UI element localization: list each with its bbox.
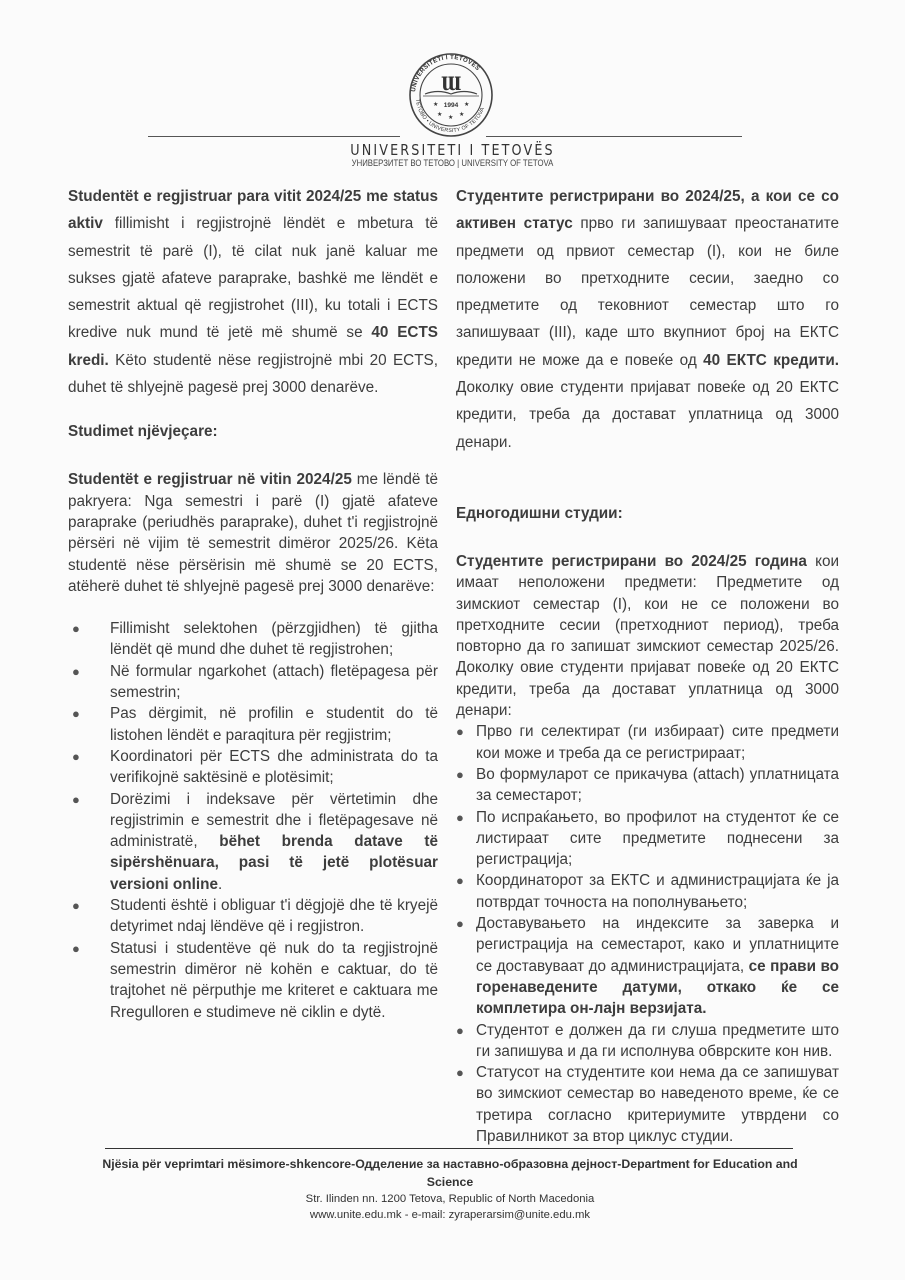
list-item: ● Pas dërgimit, në profilin e studentit do të listohen lëndët e paraqitura për regjistrim;: [72, 705, 438, 744]
bullet-icon: ●: [456, 724, 464, 740]
list-item: ● По испраќањето, во профилот на студентот ќе се листираат сите предметите поднесени за регистрација;: [456, 808, 839, 869]
bullet-icon: ●: [72, 791, 80, 807]
svg-text:★: ★: [437, 112, 443, 118]
list-item: ● Прво ги селектират (ги избираат) сите предмети кои може и треба да се регистрираат;: [456, 723, 839, 762]
credit-limit: 40 ECTS kredi.: [68, 324, 439, 369]
section-paragraph: Студентите регистрирани во 2024/25 година кои имаат неположени предмети: Предметите од зимскиот семестар (I), кои не се положени во претходните сесии (претходниот период), треба повторно да го запишат зимскиот семестар 2025/26. Доколку овие студенти пријават повеќе од 20 ЕКТС кредити, треба да достават уплатница од 3000 денари:: [456, 552, 839, 720]
bullet-icon: ●: [456, 916, 464, 932]
list-item: ● Në formular ngarkohet (attach) fletëpagesa për semestrin;: [72, 662, 438, 702]
bullet-icon: ●: [456, 1065, 464, 1081]
bullet-icon: ●: [456, 873, 464, 889]
letterhead: [0, 0, 905, 175]
university-seal-icon: [397, 52, 505, 138]
bullet-icon: ●: [72, 898, 80, 914]
university-subtitle: УНИВЕРЗИТЕТ ВО ТЕТОВО | UNIVERSITY OF TETOVA: [351, 158, 554, 169]
list-item: ● Доставувањето на индексите за заверка и регистрација на семестарот, како и уплатниците се доставуваат до администрацијата, се прави во горенаведените датуми, откако ќе се комплетира он-лајн верзијата.: [456, 915, 839, 1018]
section-paragraph: Studentët e regjistruar në vitin 2024/25 me lëndë të pakryera: Nga semestri i parë (I) gjatë afateve paraprake (periudhës paraprake), duhet t'i regjistrojnë përsëri në vijim të semestrit dimëror 2025/26. Këta studentë nëse përsërisin më shumë se 20 ECTS, atëherë duhet të shlyejnë pagesë prej 3000 denarëve:: [68, 471, 439, 595]
list-item: ● Dorëzimi i indeksave për vërtetimin dhe regjistrimin e semestrit dhe i fletëpagesave në administratë, bëhet brenda datave të sipërshënuara, pasi të jetë plotësuar versioni online.: [72, 790, 438, 893]
intro-paragraph: Студентите регистрирани во 2024/25, а кои се со активен статус прво ги запишуваат преостанатите предмети од првиот семестар (I), кои не биле положени во претходните сесии, заедно со предметите од тековниот семестар што го запишуваат (III), каде што вкупниот број на ЕКТС кредити не може да е повеќе од 40 ЕКТС кредити. Доколку овие студенти пријават повеќе од 20 ЕКТС кредити, треба да достават уплатница од 3000 денари.: [456, 188, 840, 451]
list-item: ● Координаторот за ЕКТС и администрацијата ќе ја потврдат точноста на пополнувањето;: [456, 872, 839, 911]
svg-text:UNIVERSITETI I TETOVËS: UNIVERSITETI I TETOVËS: [410, 53, 482, 93]
list-item: ● Студентот е должен да ги слуша предметите што ги запишува и да ги исполнува обврските кон нив.: [456, 1021, 839, 1060]
instruction-list: [68, 618, 438, 1023]
instruction-list: [456, 721, 839, 1147]
svg-text:ТЕТОВО • UNIVERSITY OF TETOVA: ТЕТОВО • UNIVERSITY OF TETOVA: [414, 98, 487, 135]
macedonian-column: [456, 183, 839, 1147]
section-heading: Едногодишни студии:: [456, 504, 623, 522]
bullet-icon: ●: [72, 621, 80, 637]
credit-limit: 40 ЕКТС кредити.: [703, 351, 840, 369]
svg-text:★: ★: [448, 115, 454, 121]
svg-text:★: ★: [459, 112, 465, 118]
list-item: ● Koordinatori për ECTS dhe administrata do ta verifikojnë saktësinë e plotësimit;: [72, 747, 438, 787]
footer-department: Njësia për veprimtari mësimore-shkencore-Одделение за наставно-образовна дејност-Department for Education and Science: [102, 1157, 798, 1189]
footer-address: Str. Ilinden nn. 1200 Tetova, Republic of North Macedonia: [305, 1193, 595, 1205]
footer: [100, 1155, 800, 1223]
university-name: UNIVERSITETI I TETOVËS: [350, 141, 555, 159]
bullet-icon: ●: [72, 663, 80, 679]
intro-bold-lead: Studentët e regjistruar para vitit 2024/25 me status aktiv: [68, 188, 438, 233]
list-item: ● Fillimisht selektohen (përzgjidhen) të gjitha lëndët që mund dhe duhet të regjistrohen;: [72, 620, 438, 659]
svg-text:★: ★: [464, 102, 470, 108]
section-heading: Studimet njëvjeçare:: [68, 423, 218, 441]
bullet-icon: ●: [72, 706, 80, 722]
list-item: ● Во формуларот се прикачува (attach) уплатницата за семестарот;: [456, 765, 839, 805]
albanian-column: [68, 183, 438, 1023]
list-item: ● Statusi i studentëve që nuk do ta regjistrojnë semestrin dimëror në kohën e caktuar, do të trajtohet në përputhje me kriteret e caktuara me Rregulloren e studimeve në ciklin e dytë.: [72, 939, 438, 1021]
list-item: ● Studenti është i obliguar t'i dëgjojë dhe të kryejë detyrimet ndaj lëndëve që i regjistron.: [72, 897, 438, 936]
bullet-icon: ●: [456, 1022, 464, 1038]
footer-rule: [105, 1148, 793, 1149]
bullet-icon: ●: [456, 766, 464, 782]
bullet-icon: ●: [72, 748, 80, 764]
header-rule-right: [486, 136, 742, 137]
bullet-icon: ●: [456, 809, 464, 825]
footer-contact[interactable]: www.unite.edu.mk - e-mail: zyraperarsim@unite.edu.mk: [309, 1209, 591, 1221]
svg-text:★: ★: [433, 102, 439, 108]
svg-text:1994: 1994: [443, 102, 459, 109]
bullet-icon: ●: [72, 940, 80, 956]
header-rule-left: [148, 136, 400, 137]
intro-paragraph: Studentët e regjistruar para vitit 2024/25 me status aktiv fillimisht i regjistrojnë lëndët e mbetura të semestrit të parë (I), të cilat nuk janë kaluar me sukses gjatë afateve paraprake, bashkë me lëndët e semestrit aktual që regjistrohet (III), ku totali i ECTS kredive nuk mund të jetë më shumë se 40 ECTS kredi. Këto studentë nëse regjistrojnë mbi 20 ECTS, duhet të shlyejnë pagesë prej 3000 denarëve.: [68, 188, 439, 397]
svg-text:Ɯ: Ɯ: [440, 73, 462, 95]
intro-bold-lead: Студентите регистрирани во 2024/25, а кои се со активен статус: [456, 188, 839, 233]
list-item: ● Статусот на студентите кои нема да се запишуват во зимскиот семестар во наведеното време, ќе се третира согласно критериумите утврдени со Правилникот за втор циклус студии.: [456, 1064, 839, 1145]
